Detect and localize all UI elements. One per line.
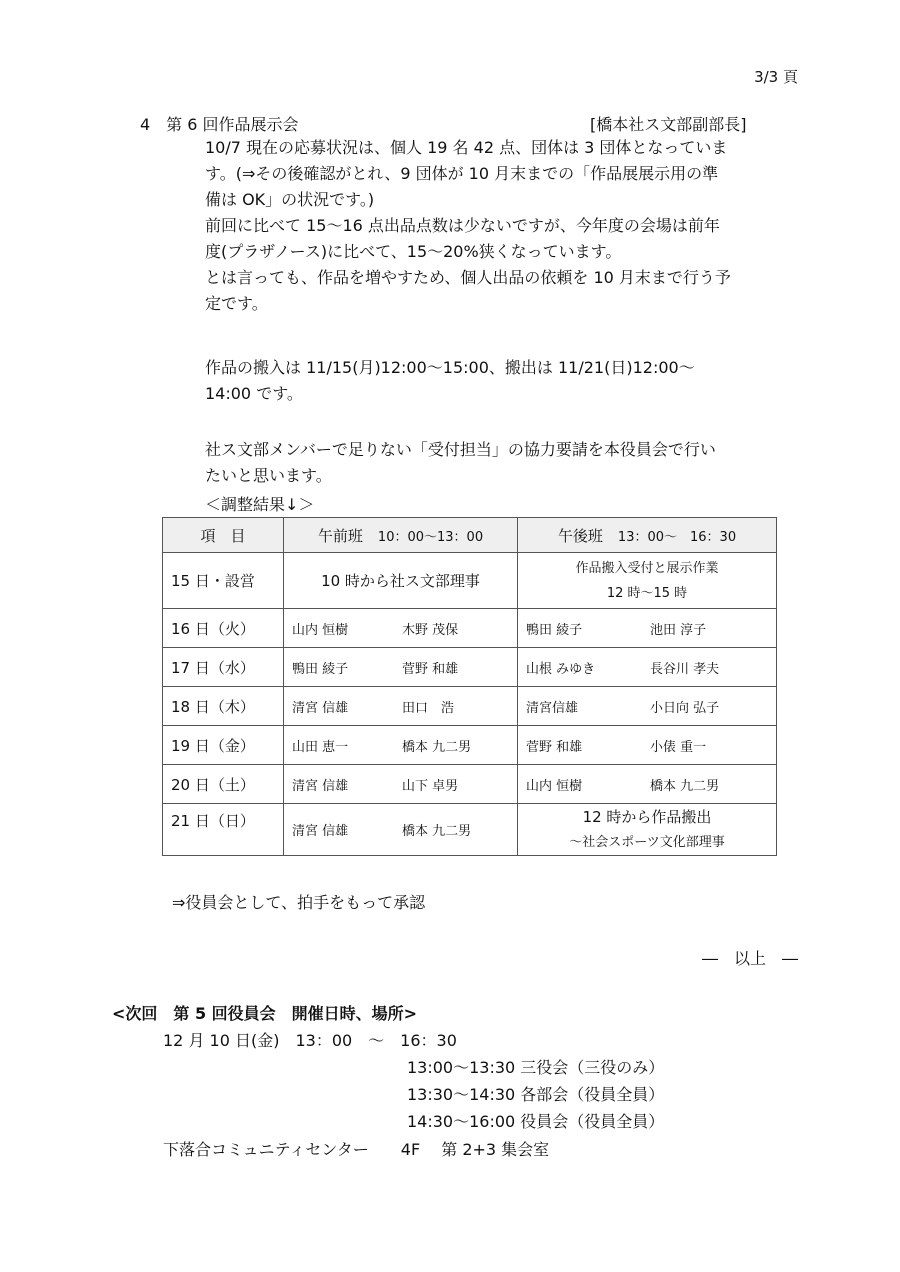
- header-am: [284, 518, 518, 553]
- text-line: 備は OK」の状況です。): [205, 190, 375, 209]
- cell-line: 作品搬入受付と展示作業: [575, 560, 719, 576]
- text-line: す。(⇒その後確認がとれ、9 団体が 10 月末までの「作品展展示用の準: [205, 164, 719, 183]
- table-row: [163, 648, 777, 687]
- text-line: とは言っても、作品を増やすため、個人出品の依頼を 10 月末まで行う予: [205, 268, 731, 287]
- pm-cell: [518, 609, 777, 648]
- person: 小俵 重一: [650, 739, 707, 755]
- person: 小日向 弘子: [650, 700, 720, 716]
- person: 田口 浩: [402, 700, 455, 716]
- cell-line: ～社会スポーツ文化部理事: [569, 834, 725, 850]
- person: 長谷川 孝夫: [650, 661, 720, 677]
- page-number: 3/3 頁: [754, 68, 798, 86]
- person: 清宮 信雄: [292, 824, 349, 839]
- section-title: 4 第 6 回作品展示会: [140, 115, 299, 134]
- person: 菅野 和雄: [526, 739, 583, 755]
- table-row: [163, 804, 777, 856]
- person: 清宮信雄: [526, 700, 579, 716]
- text-line: 度(プラザノース)に比べて、15～20%狭くなっています。: [205, 242, 622, 261]
- header-pm: [518, 518, 777, 553]
- person: 山田 恵一: [292, 739, 349, 755]
- person: 木野 茂保: [402, 622, 459, 638]
- section-owner: [橋本社ス文部副部長]: [590, 115, 747, 134]
- next-meeting-place: 下落合コミュニティセンター 4F 第 2+3 集会室: [163, 1140, 550, 1159]
- person: 清宮 信雄: [292, 778, 349, 794]
- person: 橋本 九二男: [402, 739, 472, 755]
- header-time: 13：00～ 16：30: [617, 529, 737, 545]
- pm-cell: [518, 804, 777, 856]
- pm-cell: [518, 765, 777, 804]
- am-cell: [284, 726, 518, 765]
- am-cell: [284, 687, 518, 726]
- schedule-item: 13:30～14:30 各部会（役員全員）: [407, 1085, 665, 1104]
- next-meeting-title: <次回 第 5 回役員会 開催日時、場所>: [112, 1004, 418, 1023]
- person: 菅野 和雄: [402, 661, 459, 677]
- pm-cell: [518, 687, 777, 726]
- text-line: 社ス文部メンバーで足りない「受付担当」の協力要請を本役員会で行い: [205, 440, 716, 459]
- am-cell: [284, 648, 518, 687]
- day-cell: 18 日（木）: [163, 687, 284, 726]
- person: 清宮 信雄: [292, 700, 349, 716]
- table-row: [163, 726, 777, 765]
- table-row: [163, 687, 777, 726]
- day-cell: 21 日（日）: [163, 804, 284, 856]
- am-cell: [284, 609, 518, 648]
- request-text: [205, 437, 805, 489]
- text-line: 14:00 です。: [205, 384, 303, 403]
- schedule-item: 14:30～16:00 役員会（役員全員）: [407, 1112, 665, 1131]
- person: 橋本 九二男: [402, 824, 472, 839]
- end-mark: ― 以上 ―: [701, 949, 798, 968]
- text-line: 前回に比べて 15～16 点出品点数は少ないですが、今年度の会場は前年: [205, 216, 720, 235]
- person: 山内 恒樹: [526, 778, 583, 794]
- day-cell: 15 日・設営: [163, 553, 284, 609]
- pm-cell: [518, 726, 777, 765]
- pm-cell: [518, 553, 777, 609]
- person: 池田 淳子: [650, 622, 707, 638]
- header-label: 午前班: [317, 526, 363, 545]
- pm-cell: [518, 648, 777, 687]
- person: 鴨田 綾子: [292, 661, 349, 677]
- header-item: 項 目: [163, 518, 284, 553]
- section-body: [205, 135, 805, 317]
- day-cell: 17 日（水）: [163, 648, 284, 687]
- approval-text: ⇒役員会として、拍手をもって承認: [172, 893, 426, 912]
- text-line: 10/7 現在の応募状況は、個人 19 名 42 点、団体は 3 団体となっていま: [205, 138, 728, 157]
- text-line: 作品の搬入は 11/15(月)12:00～15:00、搬出は 11/21(日)12:00～: [205, 358, 695, 377]
- person: 山下 卓男: [402, 778, 459, 794]
- header-time: 10：00～13：00: [377, 529, 484, 545]
- am-cell: [284, 765, 518, 804]
- person: 橋本 九二男: [650, 778, 720, 794]
- text-line: 定です。: [205, 294, 268, 313]
- person: 山内 恒樹: [292, 622, 349, 638]
- text-line: たいと思います。: [205, 466, 332, 485]
- cell-line: 12 時から作品搬出: [582, 807, 712, 826]
- duty-table: [162, 517, 777, 856]
- am-cell: [284, 804, 518, 856]
- next-meeting-date: 12 月 10 日(金) 13：00 ～ 16：30: [163, 1031, 457, 1050]
- am-cell: 10 時から社ス文部理事: [284, 553, 518, 609]
- schedule-item: 13:00～13:30 三役会（三役のみ）: [407, 1058, 665, 1077]
- day-cell: 16 日（火）: [163, 609, 284, 648]
- day-cell: 19 日（金）: [163, 726, 284, 765]
- table-row: [163, 765, 777, 804]
- table-row: [163, 553, 777, 609]
- table-row: [163, 609, 777, 648]
- table-header: [163, 518, 777, 553]
- day-cell: 20 日（土）: [163, 765, 284, 804]
- header-label: 午後班: [557, 526, 603, 545]
- person: 鴨田 綾子: [526, 622, 583, 638]
- schedule-text: [205, 355, 805, 407]
- result-label: ＜調整結果↓＞: [205, 495, 315, 514]
- cell-line: 12 時～15 時: [606, 585, 688, 601]
- person: 山根 みゆき: [526, 661, 596, 677]
